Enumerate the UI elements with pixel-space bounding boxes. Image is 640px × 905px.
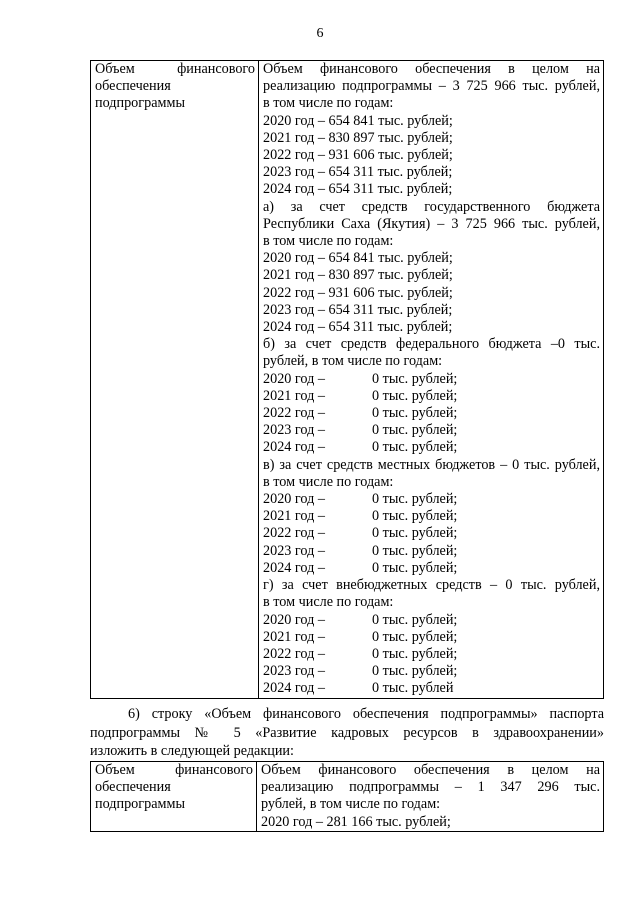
year-g-row [263, 612, 600, 629]
source-a-line: Республики Саха (Якутия) – 3 725 966 тыс. рублей, [263, 215, 600, 232]
value-line: рублей, в том числе по годам: [261, 796, 441, 813]
source-v-line: в) за счет средств местных бюджетов – 0 тыс. рублей, [263, 456, 600, 473]
year-a-line: 2023 год – 654 311 тыс. рублей; [263, 301, 453, 318]
year-label: 2021 год – [263, 508, 325, 525]
year-total-line: 2024 год – 654 311 тыс. рублей; [263, 181, 453, 198]
page-number: 6 [316, 26, 324, 41]
year-g-row [263, 680, 600, 697]
source-g-line: г) за счет внебюджетных средств – 0 тыс. рублей, [263, 577, 600, 594]
year-amount: 0 тыс. рублей; [372, 422, 458, 439]
value-line: Объем финансового обеспечения в целом на [261, 762, 600, 778]
year-amount: 0 тыс. рублей; [372, 405, 458, 422]
year-label: 2021 год – [263, 628, 325, 645]
source-g-line: в том числе по годам: [263, 594, 394, 611]
year-v-row [263, 543, 600, 560]
year-b-row [263, 405, 600, 422]
year-a-line: 2020 год – 654 841 тыс. рублей; [263, 250, 453, 267]
label-line: подпрограммы [95, 95, 185, 112]
source-b-line: рублей, в том числе по годам: [263, 353, 443, 370]
year-g-row [263, 646, 600, 663]
year-b-row [263, 388, 600, 405]
year-amount: 0 тыс. рублей; [372, 491, 458, 508]
year-total-line: 2020 год – 654 841 тыс. рублей; [263, 112, 453, 129]
value-line: 2020 год – 281 166 тыс. рублей; [261, 813, 451, 830]
label-line: подпрограммы [95, 796, 185, 813]
year-amount: 0 тыс. рублей; [372, 645, 458, 662]
paragraph-line: 6) строку «Объем финансового обеспечения подпрограммы» паспорта [128, 706, 604, 722]
year-amount: 0 тыс. рублей; [372, 628, 458, 645]
year-total-line: 2023 год – 654 311 тыс. рублей; [263, 164, 453, 181]
financing-value-cell [257, 762, 604, 832]
year-label: 2020 год – [263, 491, 325, 508]
year-label: 2024 год – [263, 439, 325, 456]
year-label: 2020 год – [263, 370, 325, 387]
label-line: Объем финансового [95, 61, 255, 77]
paragraph-line: изложить в следующей редакции: [90, 743, 294, 759]
paragraph-line: подпрограммы № 5 «Развитие кадровых ресурсов в здравоохранении» [90, 724, 604, 741]
value-line: реализацию подпрограммы – 1 347 296 тыс. [261, 779, 600, 796]
year-v-row [263, 508, 600, 525]
year-a-line: 2021 год – 830 897 тыс. рублей; [263, 267, 453, 284]
year-amount: 0 тыс. рублей; [372, 542, 458, 559]
intro-line: Объем финансового обеспечения в целом на [263, 61, 600, 77]
year-amount: 0 тыс. рублей; [372, 663, 458, 680]
year-amount: 0 тыс. рублей; [372, 508, 458, 525]
year-v-row [263, 491, 600, 508]
year-label: 2023 год – [263, 422, 325, 439]
financing-label-cell [91, 762, 257, 832]
source-a-line: в том числе по годам: [263, 233, 394, 250]
year-total-line: 2021 год – 830 897 тыс. рублей; [263, 129, 453, 146]
year-a-line: 2022 год – 931 606 тыс. рублей; [263, 284, 453, 301]
intro-line: в том числе по годам: [263, 95, 394, 112]
label-line: обеспечения [95, 779, 171, 796]
year-b-row [263, 439, 600, 456]
year-b-row [263, 371, 600, 388]
source-v-line: в том числе по годам: [263, 473, 394, 490]
intro-line: реализацию подпрограммы – 3 725 966 тыс. рублей, [263, 78, 600, 95]
year-g-row [263, 663, 600, 680]
year-amount: 0 тыс. рублей; [372, 370, 458, 387]
financing-value-cell [259, 61, 604, 699]
label-line: обеспечения [95, 78, 171, 95]
year-amount: 0 тыс. рублей; [372, 439, 458, 456]
year-label: 2022 год – [263, 645, 325, 662]
year-label: 2022 год – [263, 525, 325, 542]
year-amount: 0 тыс. рублей; [372, 387, 458, 404]
year-label: 2022 год – [263, 405, 325, 422]
year-v-row [263, 525, 600, 542]
year-amount: 0 тыс. рублей; [372, 525, 458, 542]
label-line: Объем финансового [95, 762, 253, 778]
amendment-paragraph [90, 705, 604, 761]
year-label: 2020 год – [263, 611, 325, 628]
financing-table-subprogram [90, 60, 604, 699]
year-v-row [263, 560, 600, 577]
source-a-line: а) за счет средств государственного бюджета [263, 198, 600, 215]
source-b-line: б) за счет средств федерального бюджета –0 тыс. [263, 336, 600, 353]
year-total-line: 2022 год – 931 606 тыс. рублей; [263, 147, 453, 164]
year-label: 2023 год – [263, 542, 325, 559]
year-amount: 0 тыс. рублей; [372, 559, 458, 576]
year-amount: 0 тыс. рублей; [372, 611, 458, 628]
financing-table-subprogram-5 [90, 761, 604, 832]
year-amount: 0 тыс. рублей [372, 680, 454, 697]
year-label: 2021 год – [263, 387, 325, 404]
year-g-row [263, 629, 600, 646]
year-label: 2023 год – [263, 663, 325, 680]
year-b-row [263, 422, 600, 439]
financing-label-cell [91, 61, 259, 699]
year-label: 2024 год – [263, 680, 325, 697]
year-a-line: 2024 год – 654 311 тыс. рублей; [263, 319, 453, 336]
year-label: 2024 год – [263, 559, 325, 576]
